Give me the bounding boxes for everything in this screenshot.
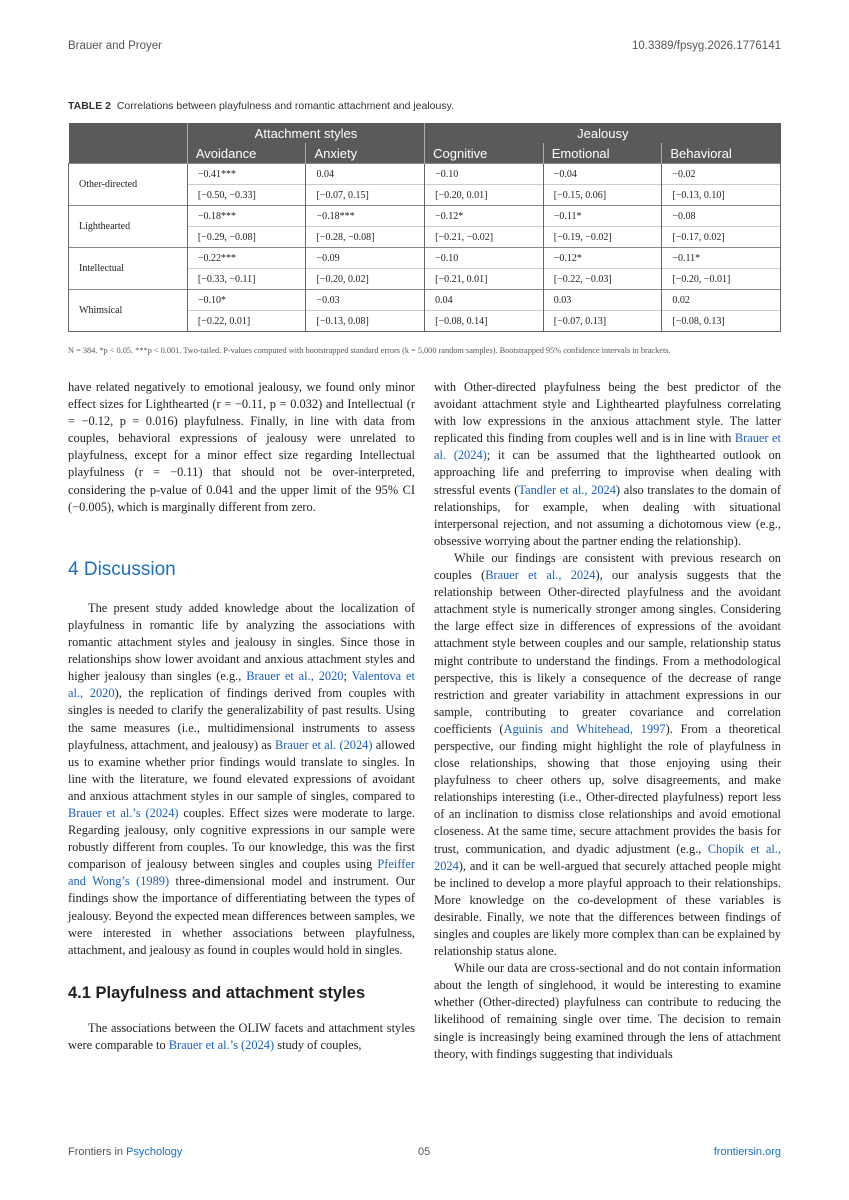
footer-journal: Frontiers in Psychology — [68, 1146, 183, 1158]
footer-site-link[interactable]: frontiersin.org — [713, 1146, 781, 1158]
ci-cell: [−0.19, −0.02] — [543, 227, 662, 248]
citation-link[interactable]: Brauer et al. (2024) — [434, 431, 781, 463]
r-cell: −0.09 — [306, 248, 425, 269]
r-cell: 0.04 — [425, 290, 544, 311]
citation-link[interactable]: Pfeiffer and Wong’s (1989) — [68, 857, 415, 889]
table-number: TABLE 2 — [68, 100, 111, 112]
r-cell: −0.03 — [306, 290, 425, 311]
r-cell: −0.10 — [425, 248, 544, 269]
ci-cell: [−0.21, 0.01] — [425, 269, 544, 290]
r-cell: 0.04 — [306, 164, 425, 185]
ci-cell: [−0.22, 0.01] — [187, 311, 306, 332]
ci-cell: [−0.07, 0.13] — [543, 311, 662, 332]
r-cell: −0.18*** — [306, 206, 425, 227]
citation-link[interactable]: Tandler et al., 2024 — [518, 482, 616, 497]
correlation-table — [68, 123, 781, 332]
ci-cell: [−0.50, −0.33] — [187, 185, 306, 206]
paragraph: with Other-directed playfulness being the best predictor of the avoidant attachment style and Lighthearted playfulness correlating with low expressions in the anxious attachment style. The latter replicated this finding from couples well and is in line with Brauer et al. (2024); it can be assumed that the lighthearted outlook on approaching life and preferring to improvise when dealing with stressful events (Tandler et al., 2024) also translates to the domain of relationships, for example, when dealing with situational interpersonal rejection, and not assuming a dichotomous view (e.g., obsessive worrying about the partner ending the relationship). — [434, 380, 781, 548]
right-column — [434, 379, 781, 1063]
ci-cell: [−0.28, −0.08] — [306, 227, 425, 248]
section-heading: 4 Discussion — [68, 558, 176, 580]
paragraph: While our findings are consistent with previous research on couples (Brauer et al., 2024), our analysis suggests that the relationship between Other-directed playfulness and the avoidant attachment style is numerically stronger among singles. Considering the large effect size in differences of expressions of the avoidant attachment style between couples and our sample, relationship status might contribute to understand the findings. From a methodological perspective, this is likely a consequence of the decrease of range restriction and greater variability in attachment expressions in our sample, contributing to greater covariance and correlation coefficients (Aguinis and Whitehead, 1997). From a theoretical perspective, our finding might highlight the role of playfulness in close relationships, showing that those enjoying using their playfulness to cheer others up, solve disagreements, and make relationships interesting (i.e., Other-directed playfulness) report less of an inclination to dismiss close relationships and avoid emotional closeness. At the same time, secure attachment provides the basis for trust, communication, and dyadic adjustment (e.g., Chopik et al., 2024), and it can be well-argued that securely attached people might be inclined to develop a more playful approach to their relationships. More knowledge on the co-development of these variables is desirable. Finally, we note that the differences between findings of singles and couples are likely more complex than can be explained by relationship status alone. — [434, 550, 782, 959]
row-label: Whimsical — [69, 290, 188, 332]
running-head-authors: Brauer and Proyer — [68, 40, 162, 52]
col-header: Avoidance — [187, 143, 306, 164]
r-cell: −0.11* — [662, 248, 781, 269]
ci-cell: [−0.13, 0.10] — [662, 185, 781, 206]
row-label: Intellectual — [69, 248, 188, 290]
ci-cell: [−0.17, 0.02] — [662, 227, 781, 248]
r-cell: −0.22*** — [187, 248, 306, 269]
citation-link[interactable]: Valentova et al., 2020 — [68, 669, 415, 701]
ci-cell: [−0.22, −0.03] — [543, 269, 662, 290]
table-corner-sub — [69, 143, 188, 164]
r-cell: −0.10 — [425, 164, 544, 185]
ci-cell: [−0.20, 0.01] — [425, 185, 544, 206]
col-header: Emotional — [543, 143, 662, 164]
paragraph: While our data are cross-sectional and do not contain information about the length of singlehood, it would be interesting to examine whether (Other-directed) playfulness can contribute to reducing the likelihood of remaining single over time. The decision to remain single is increasingly being examined through the lens of attachment theory, with findings suggesting that individuals — [434, 961, 781, 1061]
r-cell: −0.18*** — [187, 206, 306, 227]
citation-link[interactable]: Brauer et al., 2024 — [485, 568, 596, 583]
citation-link[interactable]: Brauer et al.’s (2024) — [68, 805, 179, 820]
r-cell: −0.08 — [662, 206, 781, 227]
citation-link[interactable]: Brauer et al.’s (2024) — [168, 1038, 275, 1052]
ci-cell: [−0.33, −0.11] — [187, 269, 306, 290]
ci-cell: [−0.08, 0.14] — [425, 311, 544, 332]
citation-link[interactable]: Brauer et al. (2024) — [274, 737, 373, 752]
r-cell: 0.02 — [662, 290, 781, 311]
col-header: Cognitive — [425, 143, 544, 164]
paragraph: have related negatively to emotional jealousy, we found only minor effect sizes for Lighthearted (r = −0.11, p = 0.032) and Intellectual (r = −0.12, p = 0.016) playfulness. Finally, in line with data from couples, behavioral expressions of jealousy were unrelated to playfulness, except for a minor effect size regarding Intellectual playfulness (r = −0.11) that should not be over-interpreted, considering the p-value of 0.041 and the upper limit of the 95% CI (−0.005), which is marginally different from zero. — [68, 380, 415, 514]
r-cell: −0.10* — [187, 290, 306, 311]
ci-cell: [−0.29, −0.08] — [187, 227, 306, 248]
paragraph: The present study added knowledge about the localization of playfulness in romantic life by analyzing the associations with romantic attachment styles and jealousy in singles. Since those in relationships show lower avoidant and anxious attachment styles and higher jealousy than singles (e.g., Brauer et al., 2020; Valentova et al., 2020), the replication of findings derived from couples with singles is needed to clarify the generalizability of past results. Using the same measures (i.e., multidimensional instruments to assess playfulness, attachment, and jealousy) as Brauer et al. (2024) allowed us to examine whether prior findings would translate to singles. In line with the literature, we found elevated expressions of avoidant and anxious attachment styles in our sample of singles, compared to Brauer et al.’s (2024) couples. Effect sizes were moderate to large. Regarding jealousy, only cognitive expressions in our sample were robustly different from couples. To our knowledge, this was the first comparison of jealousy between singles and couples using Pfeiffer and Wong’s (1989) three-dimensional model and instrument. Our findings show the importance of differentiating between the types of jealousy. Beyond the expected mean differences between samples, we were interested in whether associations between playfulness, attachment, and jealousy as found in couples would hold in singles. — [68, 600, 415, 957]
table-caption — [68, 100, 454, 112]
col-header: Behavioral — [662, 143, 781, 164]
r-cell: −0.04 — [543, 164, 662, 185]
col-header: Anxiety — [306, 143, 425, 164]
ci-cell: [−0.20, 0.02] — [306, 269, 425, 290]
paragraph: The associations between the OLIW facets and attachment styles were comparable to Brauer et al.’s (2024) study of couples, — [68, 1020, 415, 1052]
ci-cell: [−0.15, 0.06] — [543, 185, 662, 206]
r-cell: −0.11* — [543, 206, 662, 227]
header-jealousy: Jealousy — [425, 123, 781, 143]
r-cell: 0.03 — [543, 290, 662, 311]
r-cell: −0.12* — [543, 248, 662, 269]
ci-cell: [−0.13, 0.08] — [306, 311, 425, 332]
ci-cell: [−0.07, 0.15] — [306, 185, 425, 206]
header-attachment-styles: Attachment styles — [187, 123, 424, 143]
citation-link[interactable]: Chopik et al., 2024 — [434, 841, 781, 873]
left-column — [68, 379, 415, 1054]
r-cell: −0.41*** — [187, 164, 306, 185]
row-label: Other-directed — [69, 164, 188, 206]
footer-page-number: 05 — [418, 1146, 431, 1158]
r-cell: −0.02 — [662, 164, 781, 185]
r-cell: −0.12* — [425, 206, 544, 227]
ci-cell: [−0.08, 0.13] — [662, 311, 781, 332]
subsection-heading: 4.1 Playfulness and attachment styles — [68, 983, 366, 1002]
row-label: Lighthearted — [69, 206, 188, 248]
table-corner — [69, 123, 188, 143]
running-head-doi[interactable]: 10.3389/fpsyg.2026.1776141 — [632, 40, 781, 52]
table-title: Correlations between playfulness and romantic attachment and jealousy. — [116, 100, 454, 112]
citation-link[interactable]: Aguinis and Whitehead, 1997 — [503, 721, 666, 736]
ci-cell: [−0.21, −0.02] — [425, 227, 544, 248]
ci-cell: [−0.20, −0.01] — [662, 269, 781, 290]
citation-link[interactable]: Brauer et al., 2020 — [246, 669, 344, 684]
table-footnote: N = 384. *p < 0.05. ***p < 0.001. Two-tailed. P-values computed with bootstrapped standard errors (k = 5,000 random samples). Bootstrapped 95% confidence intervals in brackets. — [68, 346, 671, 355]
